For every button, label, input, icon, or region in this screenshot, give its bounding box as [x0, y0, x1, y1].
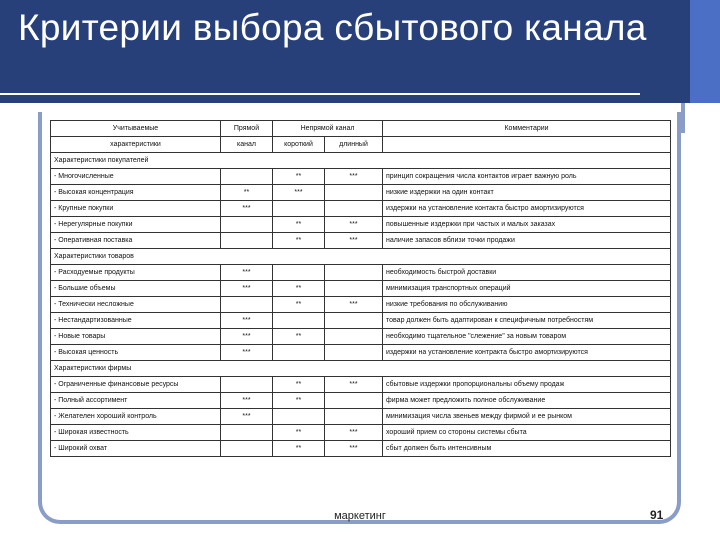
- short-rating: **: [273, 297, 325, 313]
- direct-rating: [221, 441, 273, 457]
- direct-rating: ***: [221, 345, 273, 361]
- long-rating: [325, 409, 383, 425]
- short-rating: **: [273, 393, 325, 409]
- long-rating: ***: [325, 297, 383, 313]
- direct-rating: [221, 169, 273, 185]
- direct-rating: **: [221, 185, 273, 201]
- long-rating: [325, 329, 383, 345]
- row-comment: минимизация транспортных операций: [383, 281, 671, 297]
- long-rating: ***: [325, 425, 383, 441]
- table-row: [51, 265, 671, 281]
- row-label: - Большие объемы: [51, 281, 221, 297]
- header-row-2: [51, 137, 671, 153]
- direct-rating: ***: [221, 265, 273, 281]
- table-row: [51, 313, 671, 329]
- row-comment: издержки на установление контракта быстро амортизируются: [383, 345, 671, 361]
- table-row: [51, 185, 671, 201]
- banner-accent-bar: [690, 0, 720, 103]
- header-row-1: [51, 121, 671, 137]
- long-rating: [325, 265, 383, 281]
- table-row: [51, 297, 671, 313]
- row-label: - Ограниченные финансовые ресурсы: [51, 377, 221, 393]
- row-comment: хороший прием со стороны системы сбыта: [383, 425, 671, 441]
- short-rating: [273, 201, 325, 217]
- row-comment: повышенные издержки при частых и малых заказах: [383, 217, 671, 233]
- long-rating: ***: [325, 233, 383, 249]
- frame-cap: [681, 103, 685, 133]
- short-rating: **: [273, 425, 325, 441]
- direct-rating: ***: [221, 329, 273, 345]
- long-rating: ***: [325, 377, 383, 393]
- criteria-table-body: [51, 121, 671, 457]
- long-rating: ***: [325, 169, 383, 185]
- table-row: [51, 217, 671, 233]
- short-rating: [273, 265, 325, 281]
- row-comment: необходимо тщательное "слежение" за новым товаром: [383, 329, 671, 345]
- section-row: [51, 153, 671, 169]
- row-label: - Желателен хороший контроль: [51, 409, 221, 425]
- row-comment: фирма может предложить полное обслуживание: [383, 393, 671, 409]
- row-comment: необходимость быстрой доставки: [383, 265, 671, 281]
- header-considered: Учитываемые: [51, 121, 221, 137]
- short-rating: **: [273, 377, 325, 393]
- long-rating: ***: [325, 217, 383, 233]
- long-rating: ***: [325, 441, 383, 457]
- row-label: - Расходуемые продукты: [51, 265, 221, 281]
- section-title: Характеристики покупателей: [51, 153, 671, 169]
- footer-label: маркетинг: [334, 510, 386, 522]
- direct-rating: ***: [221, 201, 273, 217]
- table-row: [51, 393, 671, 409]
- row-comment: минимизация числа звеньев между фирмой и ее рынком: [383, 409, 671, 425]
- table-row: [51, 425, 671, 441]
- row-label: - Широкая известность: [51, 425, 221, 441]
- direct-rating: ***: [221, 281, 273, 297]
- header-comments: Комментарии: [383, 121, 671, 137]
- long-rating: [325, 201, 383, 217]
- row-label: - Оперативная поставка: [51, 233, 221, 249]
- row-label: - Широкий охват: [51, 441, 221, 457]
- row-label: - Высокая ценность: [51, 345, 221, 361]
- row-comment: низкие издержки на один контакт: [383, 185, 671, 201]
- short-rating: [273, 313, 325, 329]
- section-title: Характеристики фирмы: [51, 361, 671, 377]
- table-row: [51, 169, 671, 185]
- short-rating: [273, 345, 325, 361]
- header-comments-blank: [383, 137, 671, 153]
- row-comment: издержки на установление контакта быстро амортизируются: [383, 201, 671, 217]
- short-rating: **: [273, 233, 325, 249]
- header-short: короткий: [273, 137, 325, 153]
- direct-rating: [221, 377, 273, 393]
- row-label: - Нерегулярные покупки: [51, 217, 221, 233]
- long-rating: [325, 281, 383, 297]
- table-row: [51, 201, 671, 217]
- table-row: [51, 377, 671, 393]
- title-underline: [0, 93, 640, 95]
- row-label: - Высокая концентрация: [51, 185, 221, 201]
- row-label: - Многочисленные: [51, 169, 221, 185]
- long-rating: [325, 345, 383, 361]
- short-rating: ***: [273, 185, 325, 201]
- row-label: - Крупные покупки: [51, 201, 221, 217]
- table-row: [51, 345, 671, 361]
- header-long: длинный: [325, 137, 383, 153]
- row-label: - Полный ассортимент: [51, 393, 221, 409]
- table-row: [51, 441, 671, 457]
- header-channel: канал: [221, 137, 273, 153]
- row-comment: принцип сокращения числа контактов играет важную роль: [383, 169, 671, 185]
- direct-rating: [221, 425, 273, 441]
- direct-rating: ***: [221, 393, 273, 409]
- table-row: [51, 233, 671, 249]
- short-rating: **: [273, 441, 325, 457]
- short-rating: **: [273, 329, 325, 345]
- row-comment: сбыт должен быть интенсивным: [383, 441, 671, 457]
- row-comment: низкие требования по обслуживанию: [383, 297, 671, 313]
- short-rating: **: [273, 169, 325, 185]
- row-comment: сбытовые издержки пропорциональны объему продаж: [383, 377, 671, 393]
- short-rating: **: [273, 281, 325, 297]
- short-rating: **: [273, 217, 325, 233]
- row-label: - Нестандартизованные: [51, 313, 221, 329]
- long-rating: [325, 313, 383, 329]
- section-row: [51, 249, 671, 265]
- section-row: [51, 361, 671, 377]
- direct-rating: [221, 233, 273, 249]
- row-label: - Новые товары: [51, 329, 221, 345]
- header-indirect: Непрямой канал: [273, 121, 383, 137]
- section-title: Характеристики товаров: [51, 249, 671, 265]
- header-direct: Прямой: [221, 121, 273, 137]
- table-row: [51, 281, 671, 297]
- short-rating: [273, 409, 325, 425]
- header-characteristics: характеристики: [51, 137, 221, 153]
- table-row: [51, 409, 671, 425]
- direct-rating: ***: [221, 409, 273, 425]
- direct-rating: ***: [221, 313, 273, 329]
- direct-rating: [221, 297, 273, 313]
- criteria-table: [50, 120, 671, 457]
- row-label: - Технически несложные: [51, 297, 221, 313]
- direct-rating: [221, 217, 273, 233]
- page-number: 91: [650, 508, 664, 522]
- long-rating: [325, 185, 383, 201]
- slide-title: Критерии выбора сбытового канала: [18, 7, 647, 48]
- row-comment: товар должен быть адаптирован к специфичным потребностям: [383, 313, 671, 329]
- table-row: [51, 329, 671, 345]
- long-rating: [325, 393, 383, 409]
- row-comment: наличие запасов вблизи точки продажи: [383, 233, 671, 249]
